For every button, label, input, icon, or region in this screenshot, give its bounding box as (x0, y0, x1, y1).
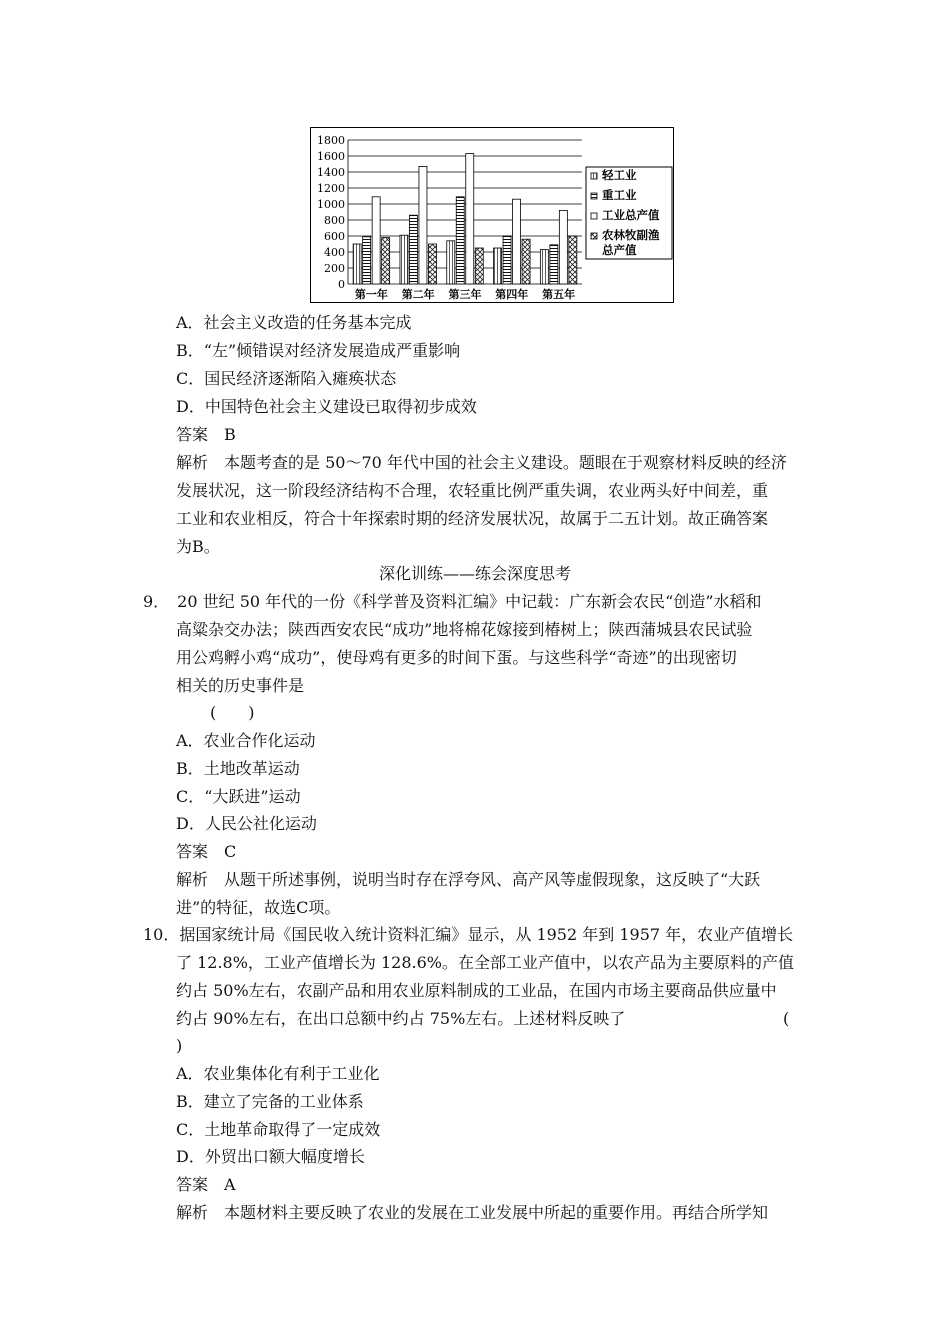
legend-swatch (591, 173, 597, 179)
q9-stem-line: 高粱杂交办法；陕西西安农民“成功”地将棉花嫁接到椿树上；陕西蒲城县农民试验 (176, 620, 753, 639)
q8-answer: 答案 B (176, 425, 236, 444)
bar (372, 197, 380, 284)
q8-option-c: C．国民经济逐渐陷入瘫痪状态 (176, 369, 397, 388)
q10-option-d: D．外贸出口额大幅度增长 (176, 1147, 365, 1166)
bar (447, 241, 455, 284)
y-tick-label: 1600 (317, 150, 345, 163)
q10-answer: 答案 A (176, 1175, 236, 1194)
y-tick-label: 0 (338, 278, 345, 291)
bar-chart (310, 127, 674, 303)
bar (475, 248, 483, 284)
bar (466, 154, 474, 284)
y-tick-label: 400 (324, 246, 345, 259)
q10-stem-line: 约占 90%左右，在出口总额中约占 75%左右。上述材料反映了 (176, 1009, 626, 1028)
y-tick-label: 1000 (317, 198, 345, 211)
q8-option-d: D．中国特色社会主义建设已取得初步成效 (176, 397, 477, 416)
q9-stem-line: 9． 20 世纪 50 年代的一份《科学普及资料汇编》中记载：广东新会农民“创造”水稻和 (143, 592, 762, 611)
legend-label: 总产值 (602, 243, 637, 257)
bar (428, 244, 436, 284)
q8-option-a: A．社会主义改造的任务基本完成 (176, 313, 412, 332)
q9-analysis-line: 解析 从题干所述事例，说明当时存在浮夸风、高产风等虚假现象，这反映了“大跃 (176, 870, 761, 889)
q9-analysis-line: 进”的特征，故选C项。 (176, 898, 341, 917)
section-title: 深化训练——练会深度思考 (378, 564, 571, 583)
legend-label: 工业总产值 (602, 208, 660, 222)
bar (513, 199, 521, 284)
q10-stem-line: 约占 50%左右，农副产品和用农业原料制成的工业品，在国内市场主要商品供应量中 (176, 981, 777, 1000)
q10-option-b: B．建立了完备的工业体系 (176, 1092, 364, 1111)
q10-stem-line: 10．据国家统计局《国民收入统计资料汇编》显示，从 1952 年到 1957 年，农业产值增长 (143, 925, 794, 944)
q9-stem-line: 相关的历史事件是 (176, 676, 305, 695)
bar (353, 244, 361, 284)
bar (559, 210, 567, 284)
q8-analysis-line: 发展状况，这一阶段经济结构不合理，农轻重比例严重失调，农业两头好中间差，重 (176, 481, 769, 500)
bar (409, 215, 417, 284)
q9-option-b: B．土地改革运动 (176, 759, 300, 778)
x-tick-label: 第三年 (448, 288, 482, 301)
legend-label: 轻工业 (602, 168, 637, 182)
bar (419, 166, 427, 284)
bar (382, 238, 390, 284)
legend-swatch (591, 193, 597, 199)
q8-analysis-line: 解析 本题考查的是 50～70 年代中国的社会主义建设。题眼在于观察材料反映的经济 (176, 453, 787, 472)
q9-option-d: D．人民公社化运动 (176, 814, 317, 833)
bar (494, 248, 502, 284)
q9-option-c: C．“大跃进”运动 (176, 787, 301, 806)
legend-swatch (591, 213, 597, 219)
legend-label: 农林牧副渔 (602, 228, 660, 242)
q10-option-c: C．土地革命取得了一定成效 (176, 1120, 381, 1139)
q10-bracket-close: ) (176, 1036, 183, 1055)
q9-answer: 答案 C (176, 842, 237, 861)
x-tick-label: 第一年 (354, 288, 388, 301)
y-tick-label: 800 (324, 214, 345, 227)
q10-analysis-line: 解析 本题材料主要反映了农业的发展在工业发展中所起的重要作用。再结合所学知 (176, 1203, 769, 1222)
legend-swatch (591, 233, 597, 239)
q9-option-a: A．农业合作化运动 (176, 731, 316, 750)
q8-option-b: B．“左”倾错误对经济发展造成严重影响 (176, 341, 461, 360)
q10-stem-line: 了 12.8%，工业产值增长为 128.6%。在全部工业产值中，以农产品为主要原料的产值 (176, 953, 795, 972)
y-tick-label: 600 (324, 230, 345, 243)
bar (400, 235, 408, 284)
y-tick-label: 200 (324, 262, 345, 275)
q8-analysis-line: 为B。 (176, 537, 220, 556)
bar (550, 245, 558, 284)
y-tick-label: 1800 (317, 134, 345, 147)
bar (540, 250, 548, 284)
x-tick-label: 第五年 (542, 288, 576, 301)
y-tick-label: 1200 (317, 182, 345, 195)
bar (503, 236, 511, 284)
q8-analysis-line: 工业和农业相反，符合十年探索时期的经济发展状况，故属于二五计划。故正确答案 (176, 509, 769, 528)
bar (522, 239, 530, 284)
x-tick-label: 第四年 (495, 288, 529, 301)
legend-label: 重工业 (602, 188, 637, 202)
bar (456, 197, 464, 284)
q10-option-a: A．农业集体化有利于工业化 (176, 1064, 380, 1083)
q10-bracket-open: ( (783, 1009, 790, 1028)
x-tick-label: 第二年 (401, 288, 435, 301)
q9-answer-bracket: ( ) (210, 703, 255, 722)
y-tick-label: 1400 (317, 166, 345, 179)
bar (569, 236, 577, 284)
bar (363, 237, 371, 284)
q9-stem-line: 用公鸡孵小鸡“成功”，使母鸡有更多的时间下蛋。与这些科学“奇迹”的出现密切 (176, 648, 737, 667)
